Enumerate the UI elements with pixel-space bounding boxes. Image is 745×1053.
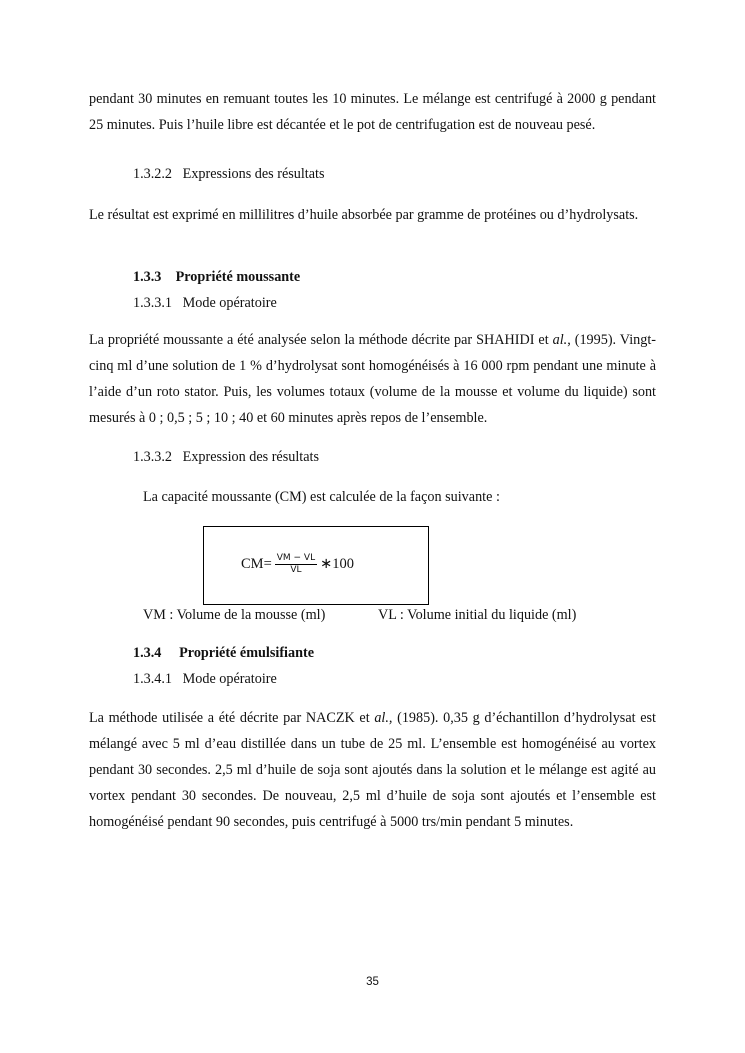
emul-text-after: (1985). 0,35 g d’échantillon d’hydrolysat est mélangé avec 5 ml d’eau distillée dans un tube de 25 ml. L’ensemble est homogénéisé au vortex pendant 30 secondes. 2,5 ml d’huile de soja sont ajoutés dans la solution et le mélange est agité au vortex pendant 30 secondes. De nouveau, 2,5 ml d’huile de soja sont ajoutés et l’ensemble est homogénéisé pendant 90 secondes, puis centrifugé à 5000 trs/min pendant 5 minutes. bbox=[89, 710, 656, 830]
foam-text-after: , (1995). Vingt-cinq ml d’une solution de 1 % d’hydrolysat sont homogénéisés à 16 000 rpm pendant une minute à l’aide d’un roto stator. Puis, les volumes totaux (volume de la mousse et volume du liquide) sont mesurés à 0 ; 0,5 ; 5 ; 10 ; 40 et 60 minutes après repos de l’ensemble. bbox=[89, 332, 656, 426]
heading-title: Mode opératoire bbox=[182, 295, 277, 311]
heading-number: 1.3.2.2 bbox=[133, 166, 173, 182]
heading-1-3-3-2 bbox=[133, 447, 319, 467]
heading-title: Propriété moussante bbox=[175, 269, 301, 285]
intro-paragraph: pendant 30 minutes en remuant toutes les 10 minutes. Le mélange est centrifugé à 2000 g pendant 25 minutes. Puis l’huile libre est décantée et le pot de centrifugation est de nouveau pesé. bbox=[89, 91, 656, 133]
heading-1-3-2-2 bbox=[133, 164, 325, 184]
heading-title: Propriété émulsifiante bbox=[179, 645, 314, 661]
emul-text-italic: al., bbox=[374, 710, 393, 726]
heading-number: 1.3.3.2 bbox=[133, 449, 173, 465]
heading-number: 1.3.3.1 bbox=[133, 295, 173, 311]
heading-number: 1.3.4 bbox=[133, 645, 162, 661]
heading-title: Expressions des résultats bbox=[182, 166, 325, 182]
heading-1-3-3-1 bbox=[133, 293, 277, 313]
result-paragraph: Le résultat est exprimé en millilitres d’huile absorbée par gramme de protéines ou d’hydrolysats. bbox=[89, 207, 639, 223]
definition-vm: VM : Volume de la mousse (ml) bbox=[143, 607, 326, 623]
foam-text-italic: al. bbox=[552, 332, 568, 348]
definition-vl: VL : Volume initial du liquide (ml) bbox=[378, 607, 577, 623]
formula-lhs: CM= bbox=[241, 556, 272, 572]
emulsion-paragraph bbox=[89, 705, 656, 835]
heading-1-3-3 bbox=[133, 267, 300, 287]
foam-paragraph bbox=[89, 327, 656, 431]
heading-number: 1.3.4.1 bbox=[133, 671, 173, 687]
formula-fraction bbox=[275, 553, 317, 576]
capacity-intro: La capacité moussante (CM) est calculée de la façon suivante : bbox=[143, 489, 500, 505]
formula-denominator: VL bbox=[290, 565, 302, 575]
formula-rhs: ∗100 bbox=[320, 556, 355, 572]
heading-number: 1.3.3 bbox=[133, 269, 162, 285]
heading-1-3-4-1 bbox=[133, 669, 277, 689]
foam-text-before: La propriété moussante a été analysée selon la méthode décrite par SHAHIDI et bbox=[89, 332, 553, 348]
heading-title: Mode opératoire bbox=[182, 671, 277, 687]
emul-text-before: La méthode utilisée a été décrite par NACZK et bbox=[89, 710, 375, 726]
page-number: 35 bbox=[366, 976, 379, 988]
heading-title: Expression des résultats bbox=[182, 449, 319, 465]
formula-numerator: VM − VL bbox=[276, 553, 316, 563]
heading-1-3-4 bbox=[133, 643, 314, 663]
formula bbox=[241, 553, 354, 576]
